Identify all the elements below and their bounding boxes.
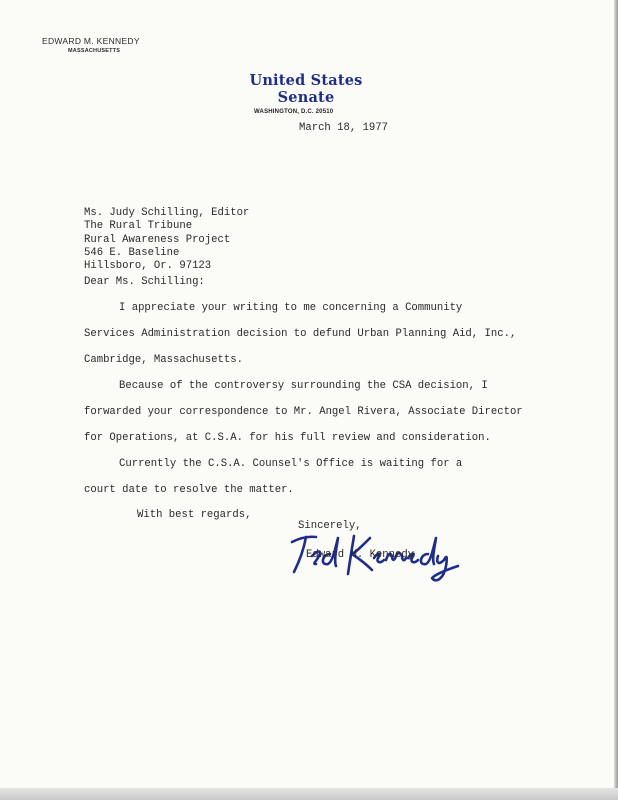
letterhead-title: United States Senate [249,72,363,106]
page-edge-bottom [0,788,618,800]
regards: With best regards, [137,509,252,521]
valediction: Sincerely, [298,520,362,532]
address-line: The Rural Tribune [84,220,193,233]
address-line: Rural Awareness Project [84,233,231,246]
page-edge-right [614,0,618,800]
letterhead-location: WASHINGTON, D.C. 20510 [254,109,334,115]
address-line: Ms. Judy Schilling, Editor [84,207,250,219]
sender-block [42,36,140,54]
typed-name: Edward M. Kennedy [306,549,415,561]
salutation: Dear Ms. Schilling: [84,276,205,288]
recipient-address [84,207,249,273]
body-line: Because of the controversy surrounding the CSA decision, I [119,380,488,392]
sender-name: EDWARD M. KENNEDY [42,36,140,46]
letterhead [232,72,380,115]
body-line: forwarded your correspondence to Mr. Angel Rivera, Associate Director [84,406,523,418]
body-line: Services Administration decision to defund Urban Planning Aid, Inc., [84,328,517,340]
address-line: 546 E. Baseline [84,246,180,259]
body-line: for Operations, at C.S.A. for his full review and consideration. [84,432,491,444]
body-line: I appreciate your writing to me concerning a Community [119,302,463,314]
body-line: Cambridge, Massachusetts. [84,354,243,366]
letter-date: March 18, 1977 [299,122,389,134]
address-line: Hillsboro, Or. 97123 [84,260,212,273]
body-line: court date to resolve the matter. [84,484,294,496]
sender-state: MASSACHUSETTS [68,48,121,54]
body-line: Currently the C.S.A. Counsel's Office is waiting for a [119,458,463,470]
